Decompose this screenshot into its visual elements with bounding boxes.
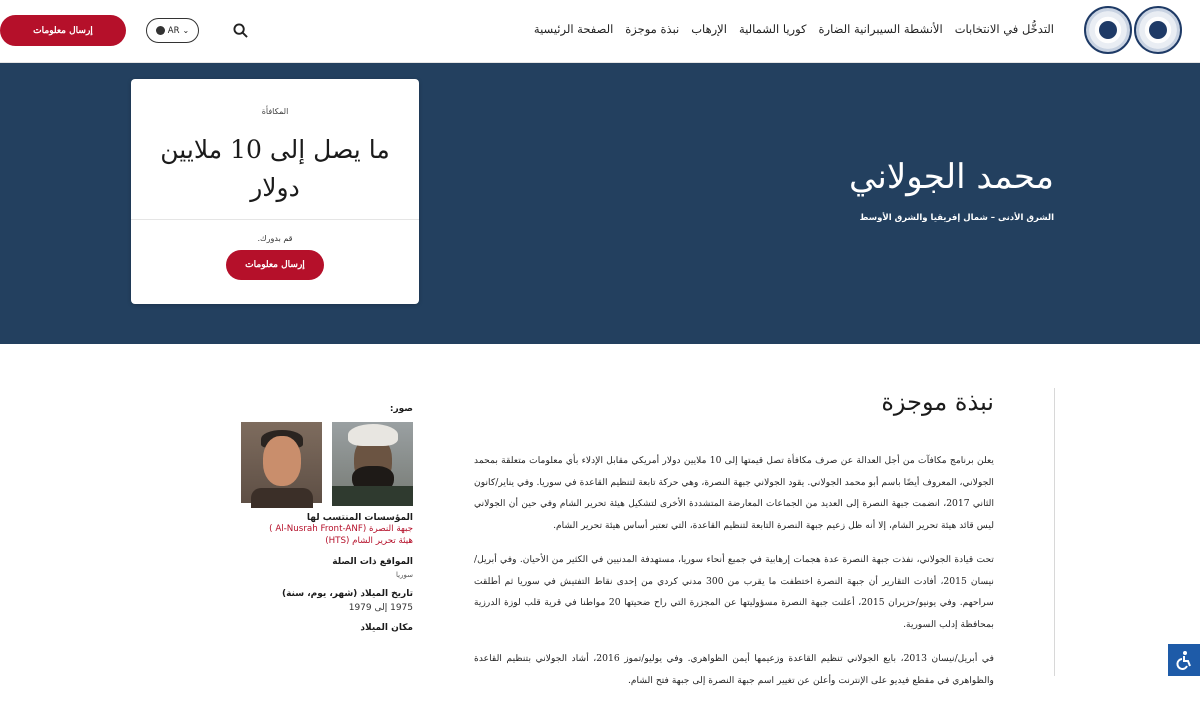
card-divider	[131, 219, 419, 220]
reward-cta-text: قم بدورك.	[257, 234, 293, 243]
language-selector[interactable]	[146, 18, 199, 43]
language-label: AR	[167, 25, 180, 36]
accessibility-icon[interactable]	[1168, 644, 1200, 676]
profile-sidebar	[240, 404, 413, 633]
content-divider	[1054, 388, 1055, 676]
suspect-photo-1[interactable]	[332, 422, 413, 503]
page-title: محمد الجولاني	[849, 157, 1054, 197]
nav-item-cyber[interactable]: الأنشطة السيبرانية الضارة	[818, 22, 943, 36]
affiliation-link-nusrah[interactable]: جبهة النصرة (Al-Nusrah Front-ANF )	[269, 524, 413, 534]
dob-value: 1975 إلى 1979	[348, 603, 413, 613]
affiliations-label: المؤسسات المنتسب لها	[306, 513, 413, 523]
nav-item-election-interference[interactable]: التدخُّل في الانتخابات	[954, 22, 1054, 36]
bio-paragraph: يعلن برنامج مكافآت من أجل العدالة عن صرف مكافأة تصل قيمتها إلى 10 ملايين دولار أمريكي مقابل الإدلاء بأي معلومات متعلقة بمحمد الجولاني، المعروف أيضًا باسم أبو محمد الجولاني. يقود الجولاني جبهة النصرة، وهي حركة تابعة لتنظيم القاعدة في سوريا. وفي يناير/كانون الثاني 2017، انضمت جبهة النصرة إلى العديد من الجماعات المعارضة المتشددة الأخرى لتشكيل هيئة تحرير الشام وفي حين أن الجولاني ليس قائد هيئة تحرير الشام، إلا أنه ظل زعيم جبهة النصرة التابعة لتنظيم القاعدة، التي تعتبر أساس هيئة تحرير الشام.	[474, 455, 994, 531]
bio-paragraph: تحت قيادة الجولاني، نفذت جبهة النصرة عدة هجمات إرهابية في جميع أنحاء سوريا، مستهدفة المدنيين في الكثير من الأحيان. وفي أبريل/نيسان 2015، أفادت التقارير أن جبهة النصرة اختطفت ما يقرب من 300 مدني كردي من إحدى نقاط التفتيش في سوريا ثم أطلقت سراحهم. وفي يونيو/حزيران 2015، أعلنت جبهة النصرة مسؤوليتها عن المجزرة التي راح ضحيتها 20 مواطنا في قرية قلب لوزة الدرزية بمحافظة إدلب السورية.	[474, 554, 994, 630]
nav-item-terrorism[interactable]: الإرهاب	[691, 22, 727, 36]
chevron-down-icon: ⌄	[182, 26, 190, 35]
region-label: الشرق الأدنى – شمال إفريقيا والشرق الأوسط	[859, 213, 1054, 223]
locations-value: سوريا	[396, 571, 413, 579]
suspect-photo-2[interactable]	[241, 422, 322, 503]
state-department-seal-icon[interactable]	[1084, 6, 1132, 54]
main-nav	[534, 22, 1054, 36]
pob-label: مكان الميلاد	[360, 623, 413, 633]
locations-label: المواقع ذات الصلة	[332, 557, 413, 567]
reward-label: المكافأة	[261, 107, 289, 116]
affiliation-link-hts[interactable]: هيئة تحرير الشام (HTS)	[325, 536, 413, 546]
globe-icon	[156, 26, 165, 35]
search-icon[interactable]	[233, 23, 248, 38]
nav-item-home[interactable]: الصفحة الرئيسية	[533, 22, 614, 36]
photo-gallery	[240, 422, 413, 503]
photos-label: صور:	[389, 404, 413, 414]
reward-send-info-button[interactable]: إرسال معلومات	[226, 250, 324, 280]
nav-item-north-korea[interactable]: كوريا الشمالية	[738, 22, 807, 36]
dob-label: تاريخ الميلاد (شهر، يوم، سنة)	[281, 589, 413, 599]
site-header	[0, 0, 1200, 63]
nav-item-about[interactable]: نبذة موجزة	[625, 22, 680, 36]
section-title: نبذة موجزة	[881, 388, 994, 416]
bio-text	[474, 450, 994, 704]
reward-card	[131, 79, 419, 304]
reward-amount: ما يصل إلى 10 ملايين دولار	[160, 135, 390, 202]
rewards-for-justice-seal-icon[interactable]	[1134, 6, 1182, 54]
send-info-button[interactable]: إرسال معلومات	[0, 15, 126, 46]
bio-paragraph: في أبريل/نيسان 2013، بايع الجولاني تنظيم القاعدة وزعيمها أيمن الظواهري. وفي يوليو/تموز 2016، أشاد الجولاني بتنظيم القاعدة والظواهري في مقطع فيديو على الإنترنت وأعلن عن تغيير اسم جبهة النصرة إلى جبهة فتح الشام.	[474, 653, 994, 686]
hero-banner	[0, 63, 1200, 344]
